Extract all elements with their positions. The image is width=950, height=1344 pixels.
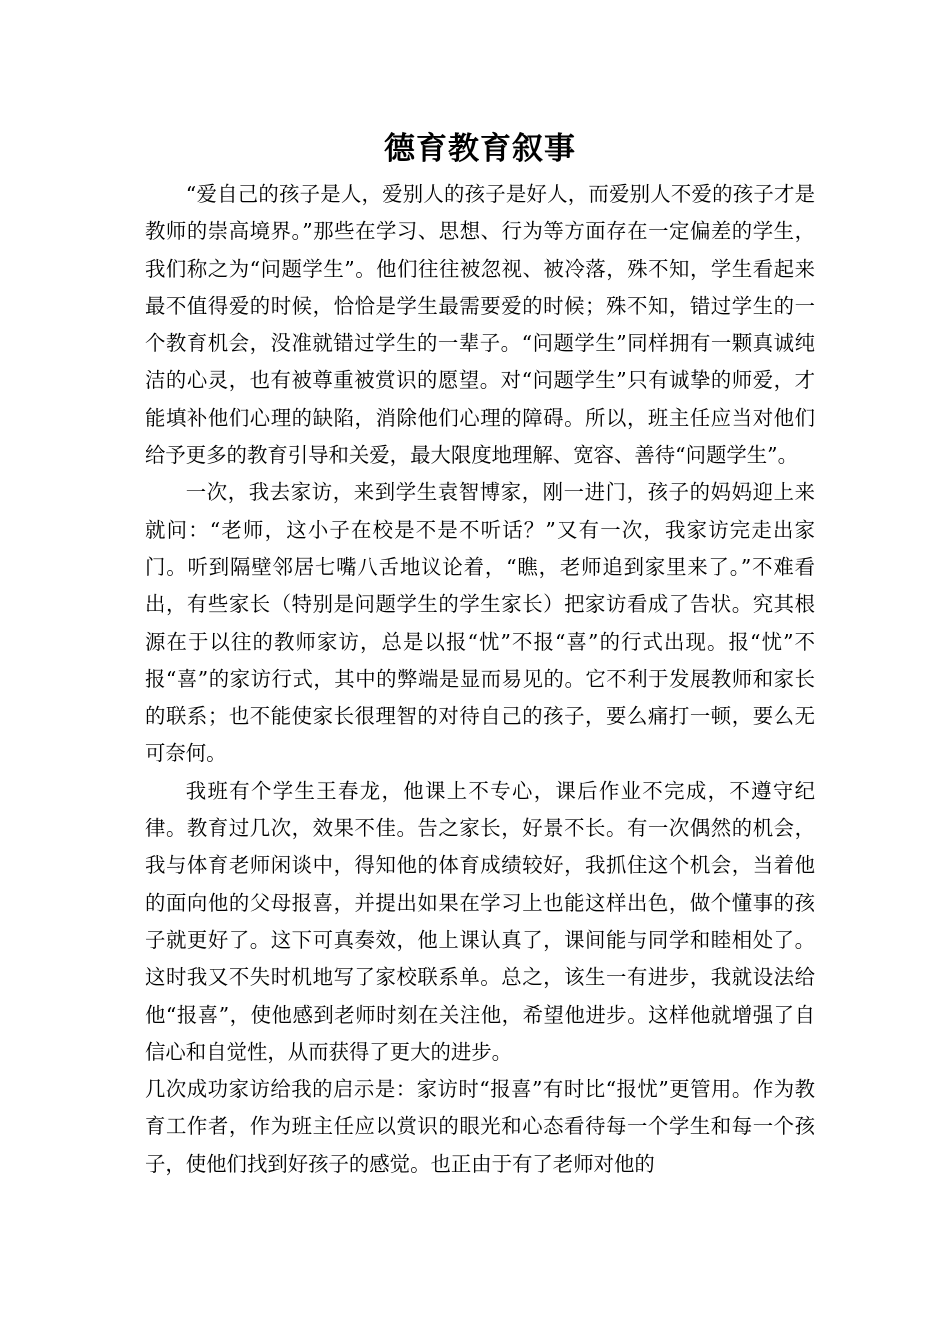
paragraph-home-visit: 一次，我去家访，来到学生袁智博家，刚一进门，孩子的妈妈迎上来就问：“老师，这小子在校是不是不听话？”又有一次，我家访完走出家门。听到隔壁邻居七嘴八舌地议论着，“瞧，老师追到家里来了。”不难看出，有些家长（特别是问题学生的学生家长）把家访看成了告状。究其根源在于以往的教师家访，总是以报“忧”不报“喜”的行式出现。报“忧”不报“喜”的家访行式，其中的弊端是显而易见的。它不利于发展教师和家长的联系；也不能使家长很理智的对待自己的孩子，要么痛打一顿，要么无可奈何。 [145, 480, 815, 766]
paragraph-intro: “爱自己的孩子是人，爱别人的孩子是好人，而爱别人不爱的孩子才是教师的崇高境界。”那些在学习、思想、行为等方面存在一定偏差的学生，我们称之为“问题学生”。他们往往被忽视、被冷落，殊不知，学生看起来最不值得爱的时候，恰恰是学生最需要爱的时候；殊不知，错过学生的一个教育机会，没准就错过学生的一辈子。“问题学生”同样拥有一颗真诚纯洁的心灵，也有被尊重被赏识的愿望。对“问题学生”只有诚挚的师爱，才能填补他们心理的缺陷，消除他们心理的障碍。所以，班主任应当对他们给予更多的教育引导和关爱，最大限度地理解、宽容、善待“问题学生”。 [145, 182, 815, 468]
document-title: 德育教育叙事 [384, 131, 576, 167]
document-page [145, 128, 815, 1183]
paragraph-reflection: 几次成功家访给我的启示是：家访时“报喜”有时比“报忧”更管用。作为教育工作者，作为班主任应以赏识的眼光和心态看待每一个学生和每一个孩子，使他们找到好孩子的感觉。也正由于有了老师对他的 [145, 1077, 815, 1176]
paragraph-student-case: 我班有个学生王春龙，他课上不专心，课后作业不完成，不遵守纪律。教育过几次，效果不佳。告之家长，好景不长。有一次偶然的机会，我与体育老师闲谈中，得知他的体育成绩较好，我抓住这个机会，当着他的面向他的父母报喜，并提出如果在学习上也能这样出色，做个懂事的孩子就更好了。这下可真奏效，他上课认真了，课间能与同学和睦相处了。这时我又不失时机地写了家校联系单。总之，该生一有进步，我就设法给他“报喜”，使他感到老师时刻在关注他，希望他进步。这样他就增强了自信心和自觉性，从而获得了更大的进步。 [145, 778, 815, 1064]
